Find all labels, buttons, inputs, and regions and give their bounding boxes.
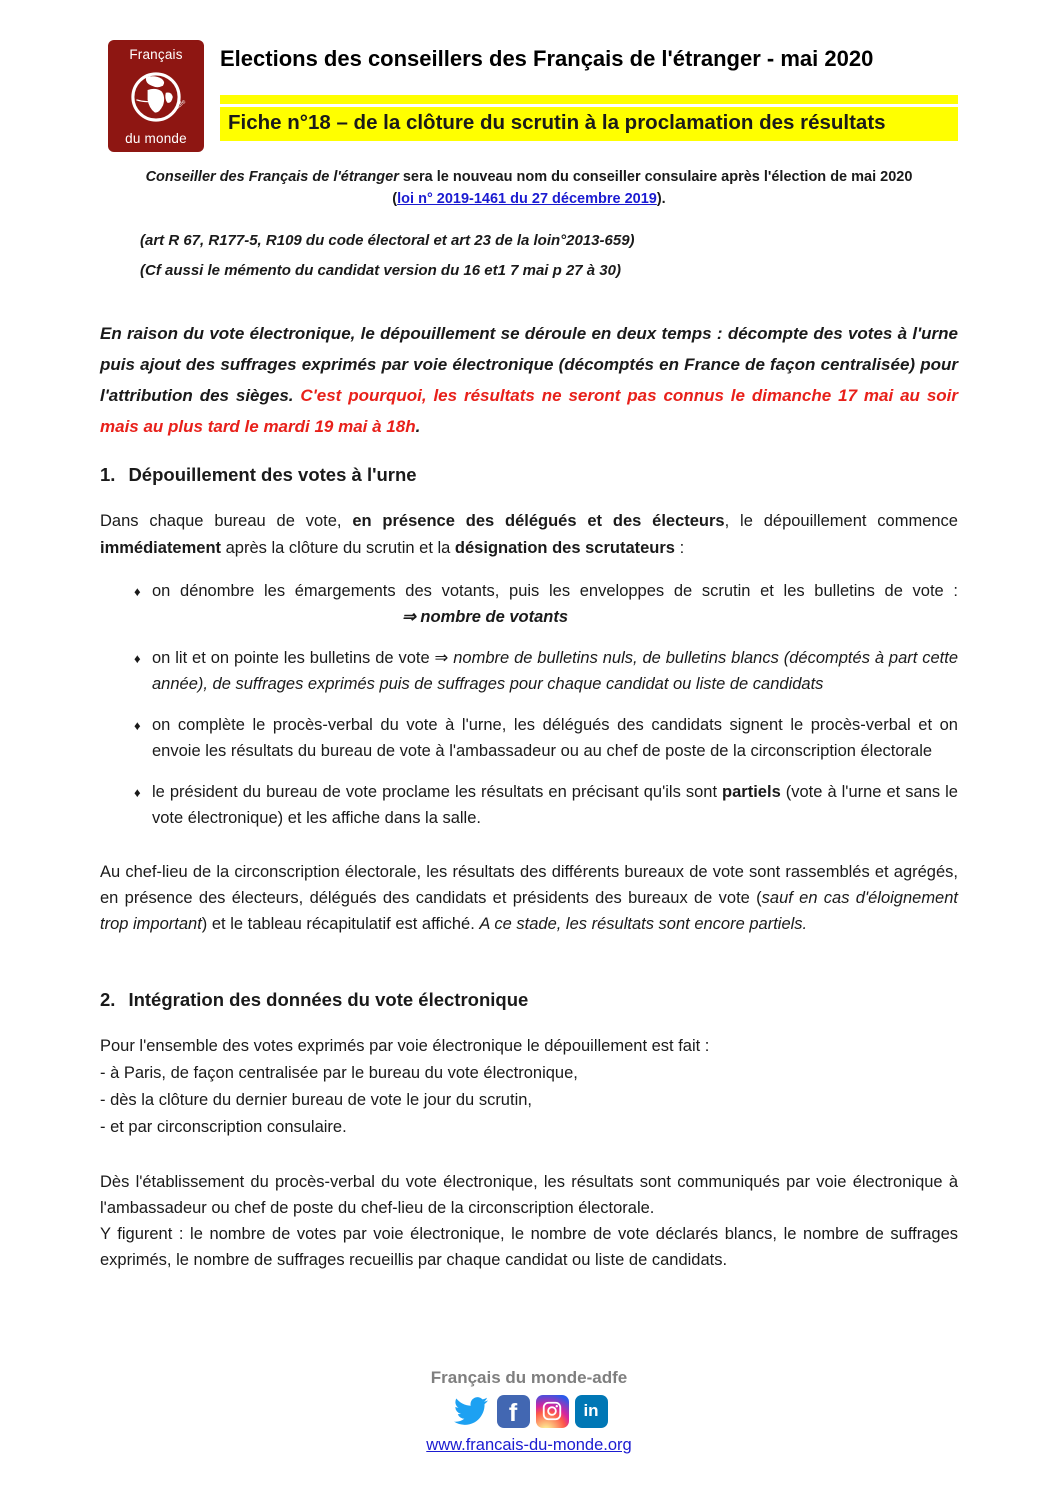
section2-dash-line: - et par circonscription consulaire. [100,1118,347,1136]
text-segment: on lit et on pointe les bulletins de vote ⇒ [152,649,454,667]
text-segment: partiels [722,783,781,801]
section2-paragraph-2-part: Y figurent : le nombre de votes par voie électronique, le nombre de vote déclarés blancs, le nombre de suffrages exprimés, le nombre de suffrages recueillis par chaque candidat ou liste de candidats. [100,1225,958,1269]
document-title: Elections des conseillers des Français de l'étranger - mai 2020 [220,46,874,71]
logo-adfe-text: adfe [174,98,188,112]
section2-heading [100,989,958,1011]
text-segment: Au chef-lieu de la circonscription électorale, les résultats des différents bureaux de vote sont rassemblés et agrégés, en présence des électeurs, délégués des candidats et présidents des bureaux de vote ( [100,863,958,907]
text-segment: , le dépouillement commence [724,512,958,530]
instagram-camera-glyph [541,1400,563,1422]
facebook-icon[interactable] [497,1395,530,1428]
header-titles [220,40,958,152]
section2-dash-line: - dès la clôture du dernier bureau de vote le jour du scrutin, [100,1091,532,1109]
paren-close: ). [656,191,666,207]
section1-paragraph [100,508,958,562]
text-segment: nombre de bulletins nuls, de bulletins blancs (décomptés à part cette année), de suffrages exprimés puis de suffrages pour chaque candidat ou liste de candidats [152,649,958,693]
section2-title: Intégration des données du vote électronique [128,989,529,1010]
bullet-icon: ♦ [134,785,141,800]
highlight-strip [220,95,958,104]
text-segment: sera le nouveau nom du conseiller consulaire après l'élection de mai 2020 [398,169,913,185]
footer-brand: Français du monde-adfe [430,1368,628,1387]
logo-text-bottom: du monde [125,131,187,146]
bullet-icon: ♦ [134,651,141,666]
note-line-1 [0,166,1058,188]
instagram-icon[interactable] [536,1395,569,1428]
list-item-text [152,716,958,760]
text-segment: ⇒ nombre de votants [402,608,569,626]
social-icons-row [0,1393,1058,1429]
facebook-glyph: f [508,1398,518,1427]
list-item [100,645,958,697]
bullet-icon: ♦ [134,718,141,733]
section1-title: Dépouillement des votes à l'urne [128,464,417,485]
document-header [0,0,1058,152]
text-segment: on dénombre les émargements des votants, puis les enveloppes de scrutin et les bulletins de vote : [152,582,958,600]
linkedin-icon[interactable] [575,1395,608,1428]
section2-paragraph-1 [100,1033,958,1141]
section1-bullet-list [100,578,958,831]
section2-intro-line: Pour l'ensemble des votes exprimés par voie électronique le dépouillement est fait : [100,1037,710,1055]
website-link[interactable]: www.francais-du-monde.org [426,1436,632,1454]
law-link[interactable]: loi n° 2019-1461 du 27 décembre 2019 [397,191,657,207]
list-item-text [152,582,958,626]
list-item [100,578,958,630]
text-segment: ) et le tableau récapitulatif est affiché. [201,915,480,933]
list-item [100,779,958,831]
section1-number: 1. [100,464,116,485]
text-segment: En raison du vote électronique, le dépouillement se déroule en deux temps : décompte des votes à l'urne puis ajout des suffrages exprimés par voie électronique (décomptés en France de façon centralisée) pour l'attribution des sièges. [100,324,958,405]
twitter-icon[interactable] [451,1394,491,1428]
paren-open: ( [392,191,398,207]
legal-references [140,226,958,286]
section2-paragraph-2-part: Dès l'établissement du procès-verbal du vote électronique, les résultats sont communiqués par voie électronique à l'ambassadeur ou chef de poste du chef-lieu de la circonscription électorale. [100,1173,958,1217]
text-segment: : [674,539,685,557]
text-segment: (vote à l'urne et sans le vote électronique) et les affiche dans la salle. [152,783,958,827]
section2-dash-line: - à Paris, de façon centralisée par le bureau du vote électronique, [100,1064,578,1082]
legal-reference-line: (art R 67, R177-5, R109 du code électoral et art 23 de la loin°2013-659) [140,232,635,249]
section2-paragraph-2 [100,1169,958,1273]
legal-reference-line: (Cf aussi le mémento du candidat version du 16 et1 7 mai p 27 à 30) [140,262,621,279]
text-segment: Dans chaque bureau de vote, [100,512,353,530]
text-segment: le président du bureau de vote proclame les résultats en précisant qu'ils sont [152,783,723,801]
text-segment: immédiatement [100,539,222,557]
text-segment: C'est pourquoi, les résultats ne seront pas connus le dimanche 17 mai au soir mais au plus tard le mardi 19 mai à 18h [100,386,958,436]
section1-heading [100,464,958,486]
intro-paragraph [100,318,958,442]
francais-du-monde-logo [108,40,204,152]
text-segment: en présence des délégués et des électeurs [352,512,725,530]
text-segment: A ce stade, les résultats sont encore partiels. [479,915,808,933]
text-segment: Conseiller des Français de l'étranger [145,169,399,185]
text-segment: après la clôture du scrutin et la [221,539,455,557]
document-footer [0,1368,1058,1455]
linkedin-glyph: in [583,1401,599,1420]
section2-number: 2. [100,989,116,1010]
list-item-text [152,649,958,693]
text-segment: on complète le procès-verbal du vote à l'urne, les délégués des candidats signent le procès-verbal et on envoie les résultats du bureau de vote à l'ambassadeur ou au chef de poste de la circonscription électorale [152,716,958,760]
text-segment: . [415,417,421,436]
fiche-subtitle: Fiche n°18 – de la clôture du scrutin à la proclamation des résultats [220,107,958,141]
list-item [100,712,958,764]
text-segment: désignation des scrutateurs [454,539,675,557]
globe-icon [128,69,184,125]
list-item-text [152,783,958,827]
logo-text-top: Français [129,47,183,62]
text-segment: sauf en cas d'éloignement trop important [100,889,958,933]
note-line-2 [0,188,1058,210]
note-paragraph [0,166,1058,210]
bullet-icon: ♦ [134,584,141,599]
section1-closing-paragraph [100,859,958,937]
